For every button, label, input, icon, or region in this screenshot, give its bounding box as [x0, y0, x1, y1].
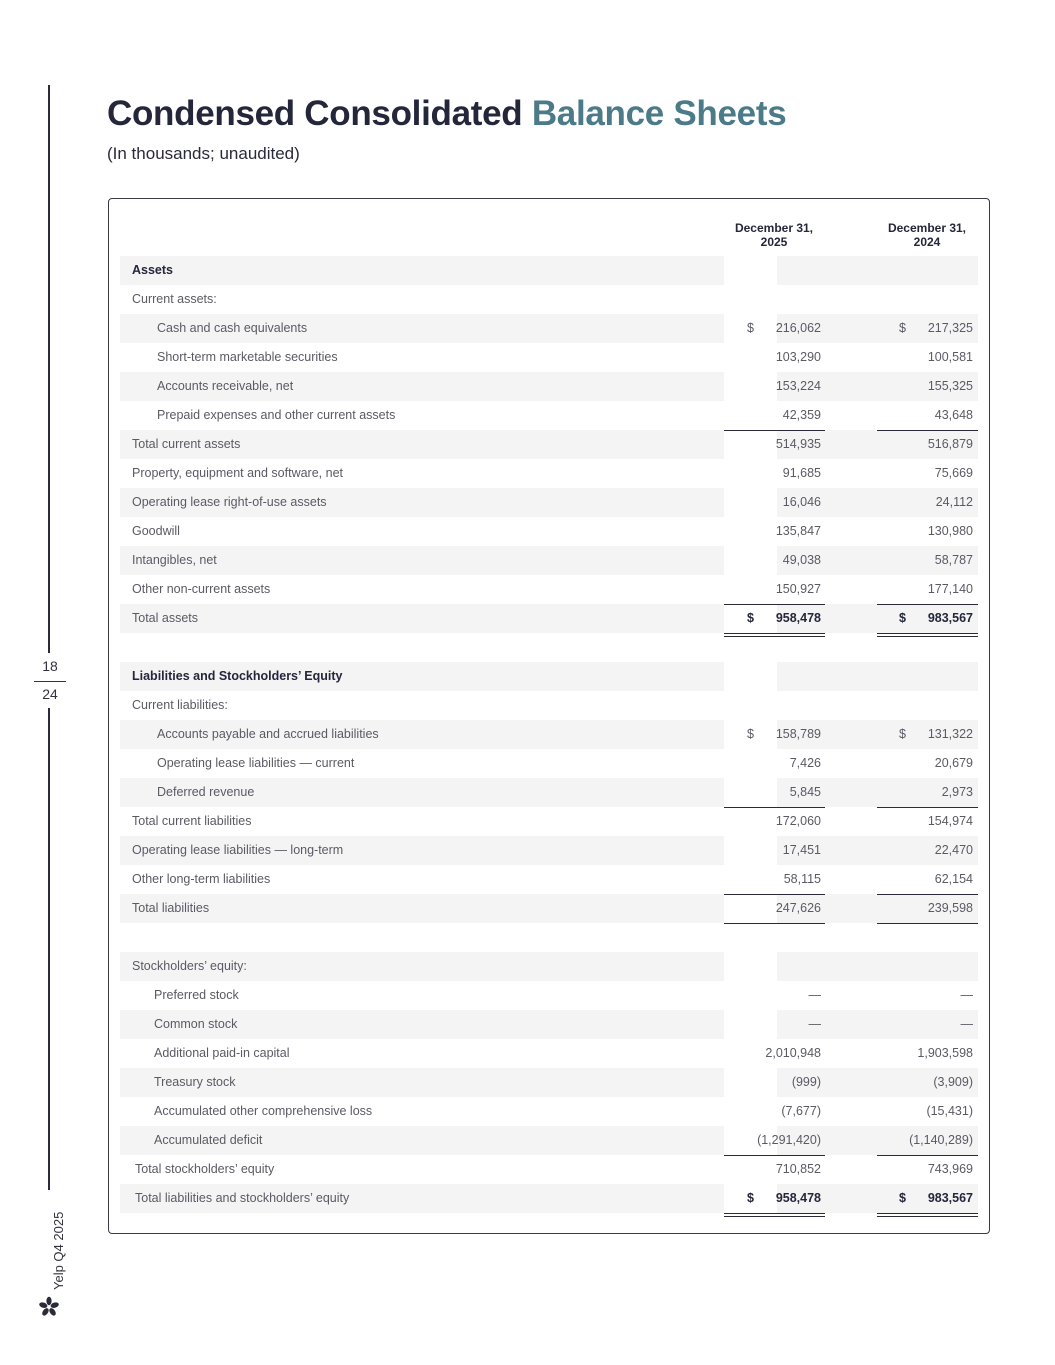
subtotal-rule: [877, 807, 978, 808]
row-label: Accounts payable and accrued liabilities: [157, 727, 379, 741]
currency-symbol: $: [747, 727, 754, 741]
table-row: [120, 952, 978, 981]
subtotal-rule: [877, 1155, 978, 1156]
value-2024: 1,903,598: [917, 1046, 973, 1060]
column-gap: [724, 546, 777, 575]
row-label: Property, equipment and software, net: [132, 466, 343, 480]
value-2024: 2,973: [941, 785, 973, 799]
table-row: [120, 1184, 978, 1213]
subtotal-rule: [724, 604, 825, 605]
table-row: [120, 923, 978, 952]
table-row: [120, 720, 978, 749]
column-gap: [724, 372, 777, 401]
row-label: Total liabilities: [132, 901, 210, 915]
value-2025: —: [808, 988, 821, 1002]
total-double-rule: [877, 633, 978, 634]
row-label: Common stock: [154, 1017, 238, 1031]
table-row: [120, 372, 978, 401]
yelp-burst-icon: [38, 1296, 60, 1318]
value-2024: 20,679: [934, 756, 973, 770]
value-2024: 239,598: [927, 901, 973, 915]
table-row: [120, 807, 978, 836]
value-2025: (1,291,420): [757, 1133, 821, 1147]
value-2024: 983,567: [927, 611, 973, 625]
side-rule-bottom: [48, 708, 50, 1190]
table-row: [120, 488, 978, 517]
row-label: Accounts receivable, net: [157, 379, 294, 393]
currency-symbol: $: [747, 1191, 754, 1205]
subtotal-rule: [877, 923, 978, 924]
currency-symbol: $: [899, 321, 906, 335]
value-2025: 135,847: [775, 524, 821, 538]
value-2025: —: [808, 1017, 821, 1031]
page-total: 24: [42, 686, 58, 702]
row-label: Total stockholders’ equity: [135, 1162, 275, 1176]
column-gap: [724, 836, 777, 865]
value-2024: 177,140: [927, 582, 973, 596]
total-double-rule: [877, 1213, 978, 1214]
value-2024: 75,669: [934, 466, 973, 480]
table-row: [120, 314, 978, 343]
subtotal-rule: [724, 894, 825, 895]
value-2025: 150,927: [775, 582, 821, 596]
column-gap: [724, 778, 777, 807]
table-row: [120, 285, 978, 314]
subtotal-rule: [724, 923, 825, 924]
currency-symbol: $: [899, 611, 906, 625]
table-row: [120, 517, 978, 546]
currency-symbol: $: [899, 1191, 906, 1205]
subtotal-rule: [724, 807, 825, 808]
subtotal-rule: [877, 430, 978, 431]
title-main: Condensed Consolidated: [107, 94, 523, 133]
value-2024: 983,567: [927, 1191, 973, 1205]
row-label: Total current assets: [132, 437, 241, 451]
row-label: Goodwill: [132, 524, 180, 538]
value-2025: 158,789: [775, 727, 821, 741]
column-gap: [724, 894, 777, 923]
table-row: [120, 343, 978, 372]
table-row: [120, 401, 978, 430]
row-label: Other non-current assets: [132, 582, 271, 596]
value-2024: (3,909): [933, 1075, 973, 1089]
value-2024: 217,325: [927, 321, 973, 335]
table-row: [120, 633, 978, 662]
value-2025: 17,451: [782, 843, 821, 857]
table-row: [120, 691, 978, 720]
row-label: Liabilities and Stockholders’ Equity: [132, 669, 343, 683]
table-row: [120, 1126, 978, 1155]
value-2025: 58,115: [783, 872, 821, 886]
total-double-rule: [724, 633, 825, 634]
column-header-2024: December 31, 2024: [887, 221, 967, 249]
row-label: Operating lease liabilities — current: [157, 756, 355, 770]
row-label: Accumulated other comprehensive loss: [154, 1104, 373, 1118]
row-label: Accumulated deficit: [154, 1133, 263, 1147]
currency-symbol: $: [747, 611, 754, 625]
row-label: Operating lease right-of-use assets: [132, 495, 327, 509]
row-label: Total current liabilities: [132, 814, 252, 828]
value-2024: —: [960, 1017, 973, 1031]
table-row: [120, 1097, 978, 1126]
row-label: Additional paid-in capital: [154, 1046, 290, 1060]
column-gap: [724, 662, 777, 691]
currency-symbol: $: [747, 321, 754, 335]
value-2024: 22,470: [934, 843, 973, 857]
row-label: Total liabilities and stockholders’ equity: [135, 1191, 350, 1205]
value-2024: 154,974: [927, 814, 973, 828]
table-row: [120, 836, 978, 865]
brand-footer: Yelp Q4 2025: [51, 1211, 66, 1290]
value-2024: 62,154: [934, 872, 973, 886]
value-2025: 514,935: [775, 437, 821, 451]
total-double-rule: [877, 636, 978, 637]
value-2025: 172,060: [775, 814, 821, 828]
value-2024: (1,140,289): [909, 1133, 973, 1147]
table-row: [120, 256, 978, 285]
value-2025: 247,626: [775, 901, 821, 915]
row-label: Assets: [132, 263, 173, 277]
table-row: [120, 546, 978, 575]
title-accent: Balance Sheets: [531, 94, 787, 133]
total-double-rule: [724, 636, 825, 637]
value-2024: 743,969: [927, 1162, 973, 1176]
value-2025: 42,359: [782, 408, 821, 422]
value-2025: 2,010,948: [765, 1046, 821, 1060]
row-label: Other long-term liabilities: [132, 872, 271, 886]
table-row: [120, 604, 978, 633]
page-title: [107, 94, 786, 134]
page-subtitle: (In thousands; unaudited): [107, 144, 300, 163]
table-row: [120, 749, 978, 778]
row-label: Total assets: [132, 611, 199, 625]
value-2025: 216,062: [775, 321, 821, 335]
value-2024: 24,112: [935, 495, 973, 509]
value-2025: 7,426: [789, 756, 821, 770]
value-2025: 91,685: [782, 466, 821, 480]
row-label: Stockholders’ equity:: [132, 959, 247, 973]
value-2025: 153,224: [775, 379, 821, 393]
total-double-rule: [724, 1216, 825, 1217]
column-gap: [724, 256, 777, 285]
value-2024: —: [960, 988, 973, 1002]
total-double-rule: [877, 1216, 978, 1217]
value-2025: 958,478: [775, 611, 821, 625]
column-gap: [724, 488, 777, 517]
subtotal-rule: [877, 894, 978, 895]
row-label: Deferred revenue: [157, 785, 255, 799]
value-2025: 710,852: [775, 1162, 821, 1176]
table-row: [120, 575, 978, 604]
value-2024: 131,322: [927, 727, 973, 741]
currency-symbol: $: [899, 727, 906, 741]
total-double-rule: [724, 1213, 825, 1214]
row-label: Preferred stock: [154, 988, 239, 1002]
table-row: [120, 1155, 978, 1184]
value-2025: 103,290: [775, 350, 821, 364]
value-2024: 155,325: [927, 379, 973, 393]
value-2025: 49,038: [782, 553, 821, 567]
table-row: [120, 865, 978, 894]
table-row: [120, 981, 978, 1010]
value-2024: 58,787: [934, 553, 973, 567]
row-label: Intangibles, net: [132, 553, 217, 567]
table-row: [120, 662, 978, 691]
column-header-2025: December 31, 2025: [734, 221, 814, 249]
table-row: [120, 1010, 978, 1039]
row-label: Short-term marketable securities: [157, 350, 338, 364]
table-row: [120, 1068, 978, 1097]
value-2024: 516,879: [927, 437, 973, 451]
page-separator: [34, 681, 66, 682]
subtotal-rule: [877, 604, 978, 605]
table-row: [120, 459, 978, 488]
table-row: [120, 778, 978, 807]
column-gap: [724, 1068, 777, 1097]
table-row: [120, 1039, 978, 1068]
row-label: Current liabilities:: [132, 698, 228, 712]
row-label: Treasury stock: [154, 1075, 236, 1089]
value-2025: 5,845: [789, 785, 821, 799]
value-2025: 958,478: [775, 1191, 821, 1205]
column-gap: [724, 952, 777, 981]
subtotal-rule: [724, 1155, 825, 1156]
value-2025: (999): [791, 1075, 821, 1089]
value-2024: 100,581: [927, 350, 973, 364]
row-label: Operating lease liabilities — long-term: [132, 843, 344, 857]
value-2024: 130,980: [927, 524, 973, 538]
table-row: [120, 430, 978, 459]
column-gap: [724, 1010, 777, 1039]
side-rule-top: [48, 85, 50, 653]
value-2025: 16,046: [782, 495, 821, 509]
table-row: [120, 894, 978, 923]
subtotal-rule: [724, 430, 825, 431]
row-label: Current assets:: [132, 292, 217, 306]
row-label: Cash and cash equivalents: [157, 321, 308, 335]
value-2024: (15,431): [926, 1104, 973, 1118]
row-label: Prepaid expenses and other current assets: [157, 408, 396, 422]
value-2025: (7,677): [781, 1104, 821, 1118]
value-2024: 43,648: [934, 408, 973, 422]
page-current: 18: [42, 658, 58, 674]
column-gap: [724, 430, 777, 459]
